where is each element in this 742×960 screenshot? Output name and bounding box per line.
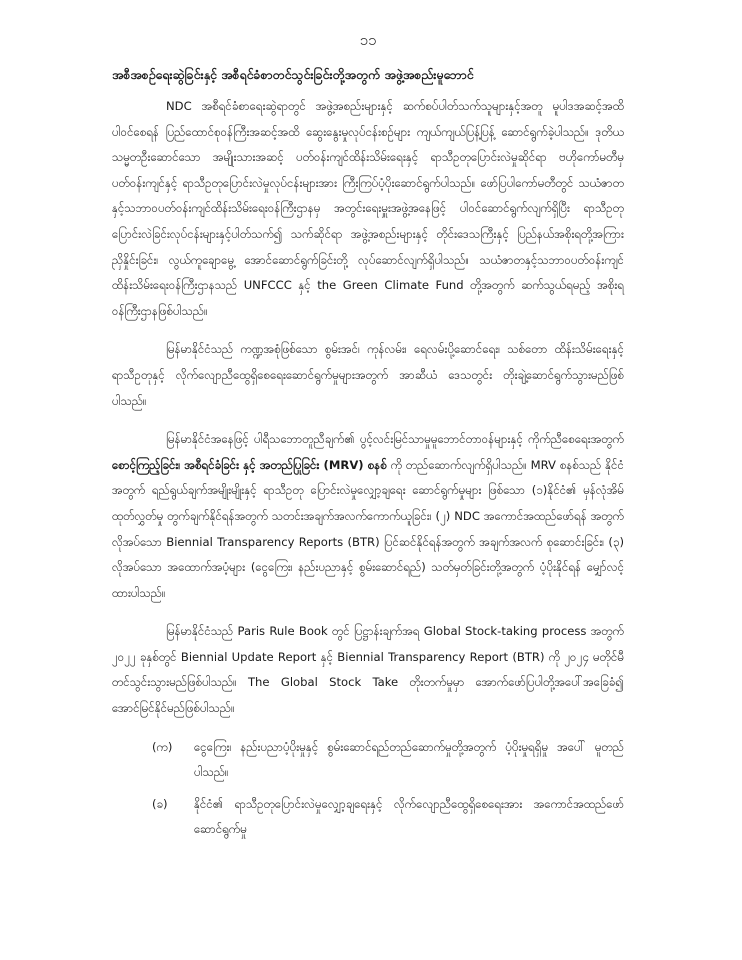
list-item-text: နိုင်ငံ၏ ရာသီဥတုပြောင်းလဲမှုလျှော့ချရေးနှင့် လိုက်လျောညီထွေရှိစေရေးအား အကောင်အထည်ဖော်ဆောင်ရွက်မှု	[194, 796, 624, 837]
mrv-bold-term: စောင့်ကြည့်ခြင်း၊ အစီရင်ခံခြင်း နှင့် အတည်ပြုခြင်း (MRV) စနစ်	[112, 457, 387, 472]
mrv-text-before: မြန်မာနိုင်ငံအနေဖြင့် ပါရီသဘောတူညီချက်၏ ပွင့်လင်းမြင်သာမှုမူဘောင်တာဝန်များနှင့် ကိုက်ညီစေရေးအတွက်	[166, 432, 624, 447]
list-marker: (က)	[152, 739, 173, 754]
paragraph-mrv-system	[112, 427, 624, 606]
list-item	[152, 735, 624, 786]
list-item-text: ငွေကြေး၊ နည်းပညာပံ့ပိုးမှုနှင့် စွမ်းဆောင်ရည်တည်ဆောက်မှုတို့အတွက် ပံ့ပိုးမှုရရှိမှု အပေါ် မူတည်ပါသည်။	[194, 739, 624, 780]
paragraph-asean-cooperation: မြန်မာနိုင်ငံသည် ကဏ္ဍအစုံဖြစ်သော စွမ်းအင်၊ ကုန်လမ်း၊ ရေလမ်းပို့ဆောင်ရေး၊ သစ်တော ထိန်းသိမ်းရေးနှင့် ရာသီဥတုနှင့် လိုက်လျောညီထွေရှိစေရေးဆောင်ရွက်မှုများအတွက် အာဆီယံ ဒေသတွင်း တိုးချဲ့ဆောင်ရွက်သွားမည်ဖြစ်ပါသည်။	[112, 342, 624, 408]
paragraph-institutional-framework: NDC အစီရင်ခံစာရေးဆွဲရာတွင် အဖွဲ့အစည်းများနှင့် ဆက်စပ်ပါတ်သက်သူများနှင့်အတူ မူပါဒအဆင့်အထိ ပါဝင်စေရန် ပြည်ထောင်စုဝန်ကြီးအဆင့်အထိ ဆွေးနွေးမှုလုပ်ငန်းစဉ်များ ကျယ်ကျယ်ပြန့်ပြန့် ဆောင်ရွက်ခဲ့ပါသည်။ ဒုတိယသမ္မတဦးဆောင်သော အမျိုးသားအဆင့် ပတ်ဝန်းကျင်ထိန်းသိမ်းရေးနှင့် ရာသီဥတုပြောင်းလဲမှုဆိုင်ရာ ဗဟိုကော်မတီမှ ပတ်ဝန်းကျင်နှင့် ရာသီဥတုပြောင်းလဲမှုလုပ်ငန်းများအား ကြီးကြပ်ပံ့ပိုးဆောင်ရွက်ပါသည်။ ဖော်ပြပါကော်မတီတွင် သယံဇာတနှင့်သဘာဝပတ်ဝန်းကျင်ထိန်းသိမ်းရေးဝန်ကြီးဌာနမှ အတွင်းရေးမှူးအဖွဲ့အနေဖြင့် ပါဝင်ဆောင်ရွက်လျက်ရှိပြီး ရာသီဥတုပြောင်းလဲခြင်းလုပ်ငန်းများနှင့်ပါတ်သက်၍ သက်ဆိုင်ရာ အဖွဲ့အစည်းများနှင့် တိုင်းဒေသကြီးနှင့် ပြည်နယ်အစိုးရတို့အကြား ညှိနှိုင်းခြင်း၊ လွယ်ကူချောမွေ့ အောင်ဆောင်ရွက်ခြင်းတို့ လုပ်ဆောင်လျက်ရှိပါသည်။ သယံဇာတနှင့်သဘာဝပတ်ဝန်းကျင် ထိန်းသိမ်းရေးဝန်ကြီးဌာနသည် UNFCCC နှင့် the Green Climate Fund တို့အတွက် ဆက်သွယ်ရမည့် အစိုးရဝန်ကြီးဌာနဖြစ်ပါသည်။	[112, 99, 624, 318]
page-number: ၁၁	[359, 31, 377, 49]
paragraph-global-stocktake: မြန်မာနိုင်ငံသည် Paris Rule Book တွင် ပြဋ္ဌာန်းချက်အရ Global Stock-taking process အတွက် ၂၀၂၂ ခုနှစ်တွင် Biennial Update Report နှင့် Biennial Transparency Report (BTR) ကို ၂၀၂၄ မတိုင်မီ တင်သွင်းသွားမည်ဖြစ်ပါသည်။ The Global Stock Take တိုးတက်မှုမှာ အောက်ဖော်ပြပါတို့အပေါ်အခြေခံ၍ အောင်မြင်နိုင်မည်ဖြစ်ပါသည်။	[112, 624, 624, 716]
list-marker: (ခ)	[152, 796, 168, 811]
section-heading: အစီအစဉ်ရေးဆွဲခြင်းနှင့် အစီရင်ခံစာတင်သွင်းခြင်းတို့အတွက် အဖွဲ့အစည်းမူဘောင်	[112, 67, 474, 82]
list-item	[152, 792, 624, 843]
mrv-text-after: ကို တည်ဆောက်လျက်ရှိပါသည်။ MRV စနစ်သည် နိုင်ငံအတွက် ရည်ရွယ်ချက်အမျိုးမျိုးနှင့် ရာသီဥတု ပြောင်းလဲမှုလျှော့ချရေး ဆောင်ရွက်မှုများ ဖြစ်သော (၁)နိုင်ငံ၏ မှန်လုံအိမ်ထုတ်လွှတ်မှု တွက်ချက်နိုင်ရန်အတွက် သတင်းအချက်အလက်ကောက်ယူခြင်း၊ (၂) NDC အကောင်အထည်ဖော်ရန် အတွက် လိုအပ်သော Biennial Transparency Reports (BTR) ပြင်ဆင်နိုင်ရန်အတွက် အချက်အလက် စုဆောင်းခြင်း၊ (၃) လိုအပ်သော အထောက်အပံ့များ (ငွေကြေး၊ နည်းပညာနှင့် စွမ်းဆောင်ရည်) သတ်မှတ်ခြင်းတို့အတွက် ပံ့ပိုးနိုင်ရန် မျှော်လင့်ထားပါသည်။	[112, 457, 624, 600]
